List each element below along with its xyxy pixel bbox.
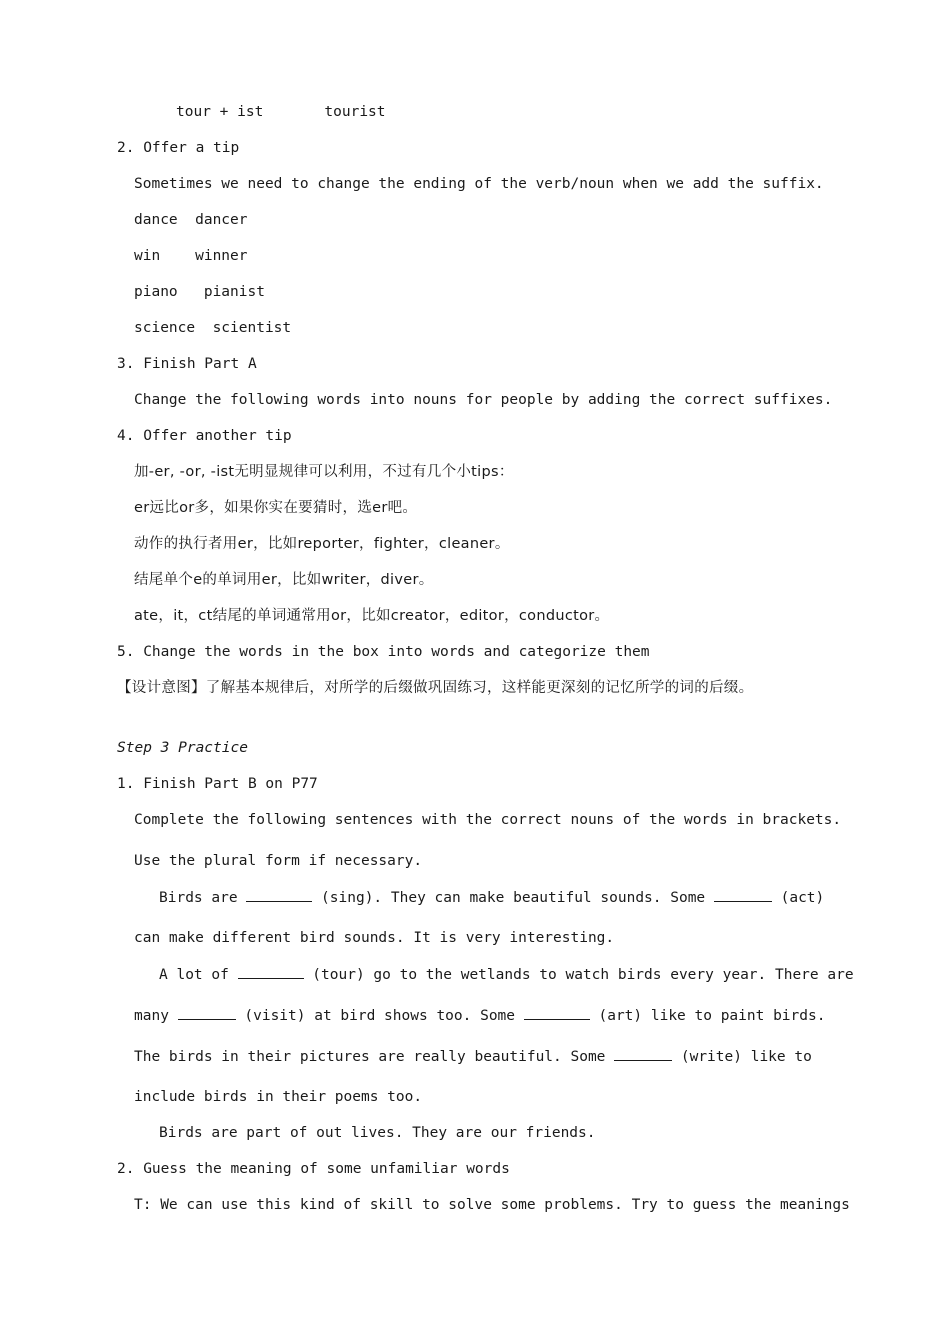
tip-line-4: 结尾单个e的单词用er，比如writer，diver。 [134,572,434,588]
blank-act[interactable] [714,887,772,902]
passage-text: The birds in their pictures are really beautiful. Some [134,1049,615,1065]
blank-write[interactable] [614,1046,672,1061]
item-2-title: 2. Offer a tip [117,140,240,156]
passage-text: Birds are [159,890,247,906]
tip-line-1: 加-er, -or, -ist无明显规律可以利用，不过有几个小tips： [134,464,514,480]
tip-line-5: ate，it，ct结尾的单词通常用or，比如creator，editor，conductor。 [134,608,610,624]
blank-sing[interactable] [246,887,312,902]
step3-item-1-text-b: Use the plural form if necessary. [134,853,423,869]
step3-item-2-title: 2. Guess the meaning of some unfamiliar words [117,1161,510,1177]
blank-visit[interactable] [178,1005,236,1020]
passage-text: (act) [771,890,825,906]
passage-text: (tour) go to the wetlands to watch birds every year. There are [303,967,854,983]
passage-line-4 [134,1005,825,1026]
item-2-text: Sometimes we need to change the ending of the verb/noun when we add the suffix. [134,176,824,192]
example-win: win winner [134,248,248,264]
example-dance: dance dancer [134,212,248,228]
passage-text: (visit) at bird shows too. Some [235,1008,524,1024]
example-science: science scientist [134,320,292,336]
tip-line-2: er远比or多，如果你实在要猜时，选er吧。 [134,500,418,516]
step3-item-2-text: T: We can use this kind of skill to solve some problems. Try to guess the meanings [134,1197,850,1213]
passage-text: (write) like to [672,1049,812,1065]
step3-item-1-text-a: Complete the following sentences with the correct nouns of the words in brackets. [134,812,842,828]
item-5-title: 5. Change the words in the box into words and categorize them [117,644,650,660]
passage-line-3 [159,964,854,985]
step3-item-1-title: 1. Finish Part B on P77 [117,776,318,792]
step-3-heading: Step 3 Practice [117,740,248,756]
item-3-title: 3. Finish Part A [117,356,257,372]
passage-line-7: Birds are part of out lives. They are our friends. [159,1125,596,1141]
passage-text: many [134,1008,178,1024]
blank-art[interactable] [524,1005,590,1020]
item-4-title: 4. Offer another tip [117,428,292,444]
passage-line-5 [134,1046,812,1067]
passage-text: (sing). They can make beautiful sounds. Some [312,890,714,906]
passage-text: A lot of [159,967,238,983]
example-piano: piano pianist [134,284,265,300]
design-intent: 【设计意图】了解基本规律后，对所学的后缀做巩固练习，这样能更深刻的记忆所学的词的后缀。 [117,680,754,696]
blank-tour[interactable] [238,964,304,979]
passage-line-1 [159,887,824,908]
tip-line-3: 动作的执行者用er，比如reporter，fighter，cleaner。 [134,536,510,552]
passage-line-6: include birds in their poems too. [134,1089,423,1105]
passage-text: (art) like to paint birds. [589,1008,826,1024]
item-3-text: Change the following words into nouns for people by adding the correct suffixes. [134,392,833,408]
suffix-example-tourist: tour + ist tourist [176,104,386,120]
passage-line-2: can make different bird sounds. It is very interesting. [134,930,615,946]
